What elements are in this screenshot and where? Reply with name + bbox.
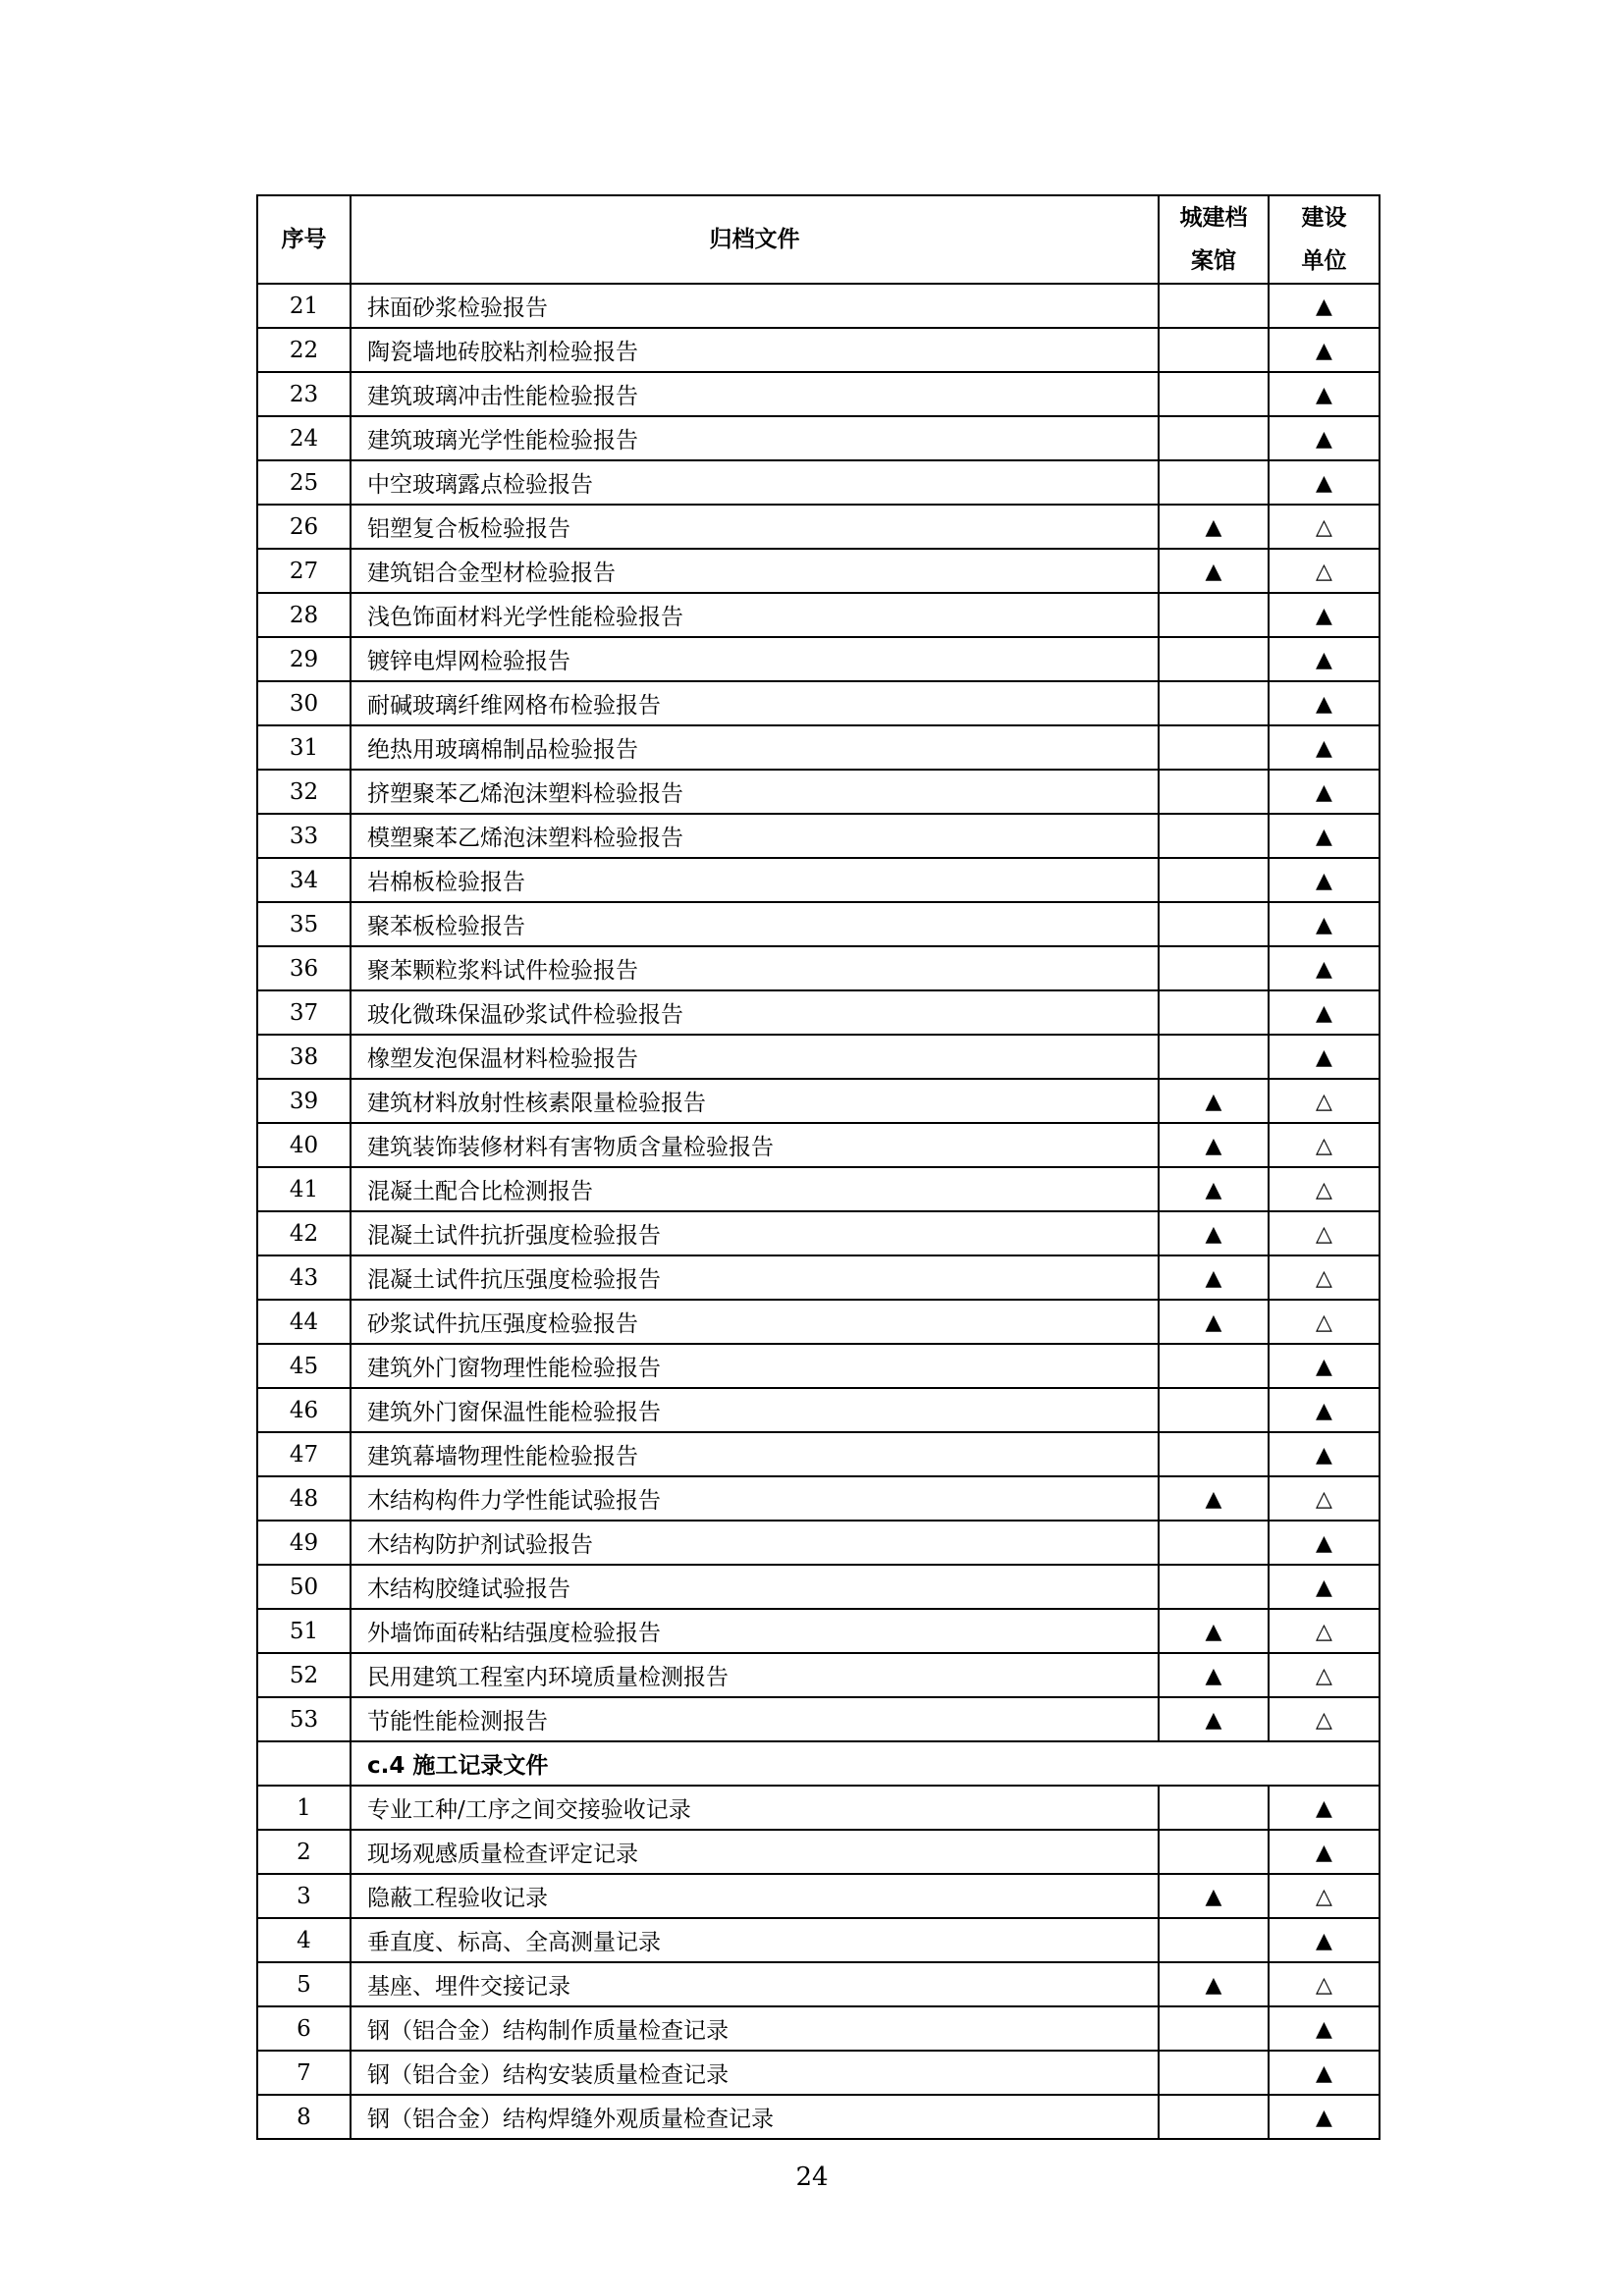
black-up-triangle-icon: ▲ [1316,1530,1332,1556]
table-row [257,505,1380,549]
black-up-triangle-icon: ▲ [1205,1089,1222,1114]
row-city-mark-cell [1159,2051,1269,2095]
table-row [257,770,1380,814]
row-document-name: 玻化微珠保温砂浆试件检验报告 [351,990,1159,1035]
row-unit-mark-cell [1269,725,1380,770]
row-unit-mark-cell [1269,1344,1380,1388]
black-up-triangle-icon: ▲ [1205,1177,1222,1202]
table-row [257,858,1380,902]
row-unit-mark-cell [1269,2095,1380,2139]
black-up-triangle-icon: ▲ [1316,647,1332,672]
row-unit-mark-cell [1269,770,1380,814]
row-seq: 21 [257,284,351,328]
row-city-mark-cell [1159,1211,1269,1255]
row-unit-mark-cell [1269,1609,1380,1653]
row-city-mark-cell [1159,637,1269,681]
row-city-mark-cell [1159,1786,1269,1830]
row-unit-mark-cell [1269,549,1380,593]
row-unit-mark-cell [1269,1653,1380,1697]
row-document-name: 外墙饰面砖粘结强度检验报告 [351,1609,1159,1653]
table-row [257,1918,1380,1962]
row-seq: 48 [257,1476,351,1521]
row-document-name: 挤塑聚苯乙烯泡沫塑料检验报告 [351,770,1159,814]
table-row [257,1609,1380,1653]
row-seq: 33 [257,814,351,858]
row-unit-mark-cell [1269,284,1380,328]
black-up-triangle-icon: ▲ [1316,2016,1332,2042]
black-up-triangle-icon: ▲ [1316,1575,1332,1600]
row-city-mark-cell [1159,1697,1269,1741]
row-unit-mark-cell [1269,1035,1380,1079]
row-seq: 38 [257,1035,351,1079]
row-city-mark-cell [1159,990,1269,1035]
white-up-triangle-icon: △ [1316,1265,1332,1291]
table-row [257,1697,1380,1741]
row-seq: 6 [257,2006,351,2051]
row-document-name: 浅色饰面材料光学性能检验报告 [351,593,1159,637]
row-city-mark-cell [1159,946,1269,990]
row-seq: 41 [257,1167,351,1211]
table-row [257,681,1380,725]
row-seq: 46 [257,1388,351,1432]
row-document-name: 木结构防护剂试验报告 [351,1521,1159,1565]
row-document-name: 建筑装饰装修材料有害物质含量检验报告 [351,1123,1159,1167]
white-up-triangle-icon: △ [1316,1221,1332,1247]
row-city-mark-cell [1159,1035,1269,1079]
row-city-mark-cell [1159,505,1269,549]
table-row [257,1167,1380,1211]
black-up-triangle-icon: ▲ [1316,1442,1332,1468]
row-city-mark-cell [1159,284,1269,328]
row-seq: 39 [257,1079,351,1123]
row-document-name: 混凝土试件抗折强度检验报告 [351,1211,1159,1255]
row-city-mark-cell [1159,1830,1269,1874]
black-up-triangle-icon: ▲ [1205,1486,1222,1512]
row-seq: 2 [257,1830,351,1874]
row-unit-mark-cell [1269,902,1380,946]
table-row [257,593,1380,637]
row-city-mark-cell [1159,328,1269,372]
black-up-triangle-icon: ▲ [1316,691,1332,717]
header-city-line2: 案馆 [1191,248,1236,274]
table-row [257,2051,1380,2095]
white-up-triangle-icon: △ [1316,1663,1332,1688]
row-seq: 36 [257,946,351,990]
row-city-mark-cell [1159,1344,1269,1388]
row-seq: 53 [257,1697,351,1741]
row-city-mark-cell [1159,770,1269,814]
white-up-triangle-icon: △ [1316,1133,1332,1158]
table-row [257,637,1380,681]
row-document-name: 铝塑复合板检验报告 [351,505,1159,549]
table-row [257,2095,1380,2139]
row-document-name: 镀锌电焊网检验报告 [351,637,1159,681]
row-document-name: 橡塑发泡保温材料检验报告 [351,1035,1159,1079]
row-unit-mark-cell [1269,1079,1380,1123]
table-row [257,1521,1380,1565]
row-document-name: 砂浆试件抗压强度检验报告 [351,1300,1159,1344]
row-city-mark-cell [1159,1388,1269,1432]
row-city-mark-cell [1159,1653,1269,1697]
table-row [257,1653,1380,1697]
row-document-name: 建筑外门窗物理性能检验报告 [351,1344,1159,1388]
table-row [257,1830,1380,1874]
row-city-mark-cell [1159,416,1269,460]
row-seq: 44 [257,1300,351,1344]
row-document-name: 钢（铝合金）结构安装质量检查记录 [351,2051,1159,2095]
row-city-mark-cell [1159,1565,1269,1609]
black-up-triangle-icon: ▲ [1205,1221,1222,1247]
row-city-mark-cell [1159,902,1269,946]
white-up-triangle-icon: △ [1316,1177,1332,1202]
table-row [257,372,1380,416]
table-row [257,1079,1380,1123]
table-row [257,990,1380,1035]
row-seq: 47 [257,1432,351,1476]
row-seq: 42 [257,1211,351,1255]
row-unit-mark-cell [1269,1962,1380,2006]
row-unit-mark-cell [1269,858,1380,902]
section-seq-empty [257,1741,351,1786]
row-document-name: 木结构胶缝试验报告 [351,1565,1159,1609]
white-up-triangle-icon: △ [1316,1707,1332,1733]
black-up-triangle-icon: ▲ [1205,1663,1222,1688]
row-seq: 29 [257,637,351,681]
row-unit-mark-cell [1269,372,1380,416]
black-up-triangle-icon: ▲ [1205,1972,1222,1998]
table-header-row [257,195,1380,284]
row-document-name: 聚苯板检验报告 [351,902,1159,946]
black-up-triangle-icon: ▲ [1205,1619,1222,1644]
row-document-name: 民用建筑工程室内环境质量检测报告 [351,1653,1159,1697]
black-up-triangle-icon: ▲ [1316,1000,1332,1026]
row-unit-mark-cell [1269,1167,1380,1211]
white-up-triangle-icon: △ [1316,1972,1332,1998]
table-row [257,284,1380,328]
white-up-triangle-icon: △ [1316,1619,1332,1644]
row-seq: 52 [257,1653,351,1697]
row-unit-mark-cell [1269,460,1380,505]
row-unit-mark-cell [1269,1697,1380,1741]
row-seq: 30 [257,681,351,725]
row-unit-mark-cell [1269,2051,1380,2095]
table-row [257,1344,1380,1388]
row-city-mark-cell [1159,725,1269,770]
white-up-triangle-icon: △ [1316,1884,1332,1909]
table-row [257,1300,1380,1344]
row-city-mark-cell [1159,1167,1269,1211]
row-unit-mark-cell [1269,505,1380,549]
row-seq: 24 [257,416,351,460]
row-seq: 23 [257,372,351,416]
row-seq: 32 [257,770,351,814]
row-city-mark-cell [1159,858,1269,902]
black-up-triangle-icon: ▲ [1316,868,1332,893]
black-up-triangle-icon: ▲ [1316,338,1332,363]
table-row [257,2006,1380,2051]
page-number: 24 [795,2163,829,2192]
black-up-triangle-icon: ▲ [1205,1707,1222,1733]
row-unit-mark-cell [1269,416,1380,460]
header-construction-unit [1269,195,1380,284]
row-seq: 26 [257,505,351,549]
black-up-triangle-icon: ▲ [1316,382,1332,407]
row-unit-mark-cell [1269,1211,1380,1255]
row-document-name: 建筑外门窗保温性能检验报告 [351,1388,1159,1432]
row-city-mark-cell [1159,1079,1269,1123]
row-seq: 4 [257,1918,351,1962]
row-unit-mark-cell [1269,1521,1380,1565]
table-row [257,549,1380,593]
black-up-triangle-icon: ▲ [1205,1265,1222,1291]
black-up-triangle-icon: ▲ [1316,2060,1332,2086]
row-document-name: 钢（铝合金）结构焊缝外观质量检查记录 [351,2095,1159,2139]
row-document-name: 模塑聚苯乙烯泡沫塑料检验报告 [351,814,1159,858]
row-seq: 43 [257,1255,351,1300]
row-document-name: 建筑铝合金型材检验报告 [351,549,1159,593]
black-up-triangle-icon: ▲ [1316,1398,1332,1423]
row-city-mark-cell [1159,1476,1269,1521]
row-seq: 45 [257,1344,351,1388]
row-city-mark-cell [1159,549,1269,593]
row-unit-mark-cell [1269,1476,1380,1521]
black-up-triangle-icon: ▲ [1316,470,1332,496]
table-row [257,902,1380,946]
white-up-triangle-icon: △ [1316,1309,1332,1335]
row-document-name: 聚苯颗粒浆料试件检验报告 [351,946,1159,990]
row-document-name: 建筑材料放射性核素限量检验报告 [351,1079,1159,1123]
row-seq: 28 [257,593,351,637]
black-up-triangle-icon: ▲ [1316,956,1332,982]
row-document-name: 混凝土配合比检测报告 [351,1167,1159,1211]
row-document-name: 混凝土试件抗压强度检验报告 [351,1255,1159,1300]
table-row [257,1476,1380,1521]
header-city-line1: 城建档 [1179,205,1248,231]
table-body [257,284,1380,2139]
row-city-mark-cell [1159,2006,1269,2051]
row-unit-mark-cell [1269,990,1380,1035]
row-unit-mark-cell [1269,593,1380,637]
row-city-mark-cell [1159,1300,1269,1344]
row-document-name: 陶瓷墙地砖胶粘剂检验报告 [351,328,1159,372]
row-seq: 1 [257,1786,351,1830]
row-document-name: 钢（铝合金）结构制作质量检查记录 [351,2006,1159,2051]
black-up-triangle-icon: ▲ [1316,603,1332,628]
row-document-name: 节能性能检测报告 [351,1697,1159,1741]
row-seq: 8 [257,2095,351,2139]
white-up-triangle-icon: △ [1316,1486,1332,1512]
table-row [257,725,1380,770]
row-unit-mark-cell [1269,328,1380,372]
black-up-triangle-icon: ▲ [1316,735,1332,761]
row-unit-mark-cell [1269,1786,1380,1830]
row-document-name: 垂直度、标高、全高测量记录 [351,1918,1159,1962]
table-row [257,416,1380,460]
header-seq: 序号 [257,195,351,284]
row-seq: 7 [257,2051,351,2095]
black-up-triangle-icon: ▲ [1316,912,1332,937]
header-unit-line1: 建设 [1301,205,1347,231]
row-city-mark-cell [1159,1432,1269,1476]
table-row [257,1565,1380,1609]
row-city-mark-cell [1159,1918,1269,1962]
row-document-name: 耐碱玻璃纤维网格布检验报告 [351,681,1159,725]
row-unit-mark-cell [1269,1432,1380,1476]
row-unit-mark-cell [1269,1388,1380,1432]
black-up-triangle-icon: ▲ [1316,1044,1332,1070]
row-seq: 27 [257,549,351,593]
row-document-name: 绝热用玻璃棉制品检验报告 [351,725,1159,770]
table-row [257,1035,1380,1079]
black-up-triangle-icon: ▲ [1316,294,1332,319]
row-seq: 51 [257,1609,351,1653]
row-seq: 3 [257,1874,351,1918]
row-city-mark-cell [1159,1255,1269,1300]
row-city-mark-cell [1159,1874,1269,1918]
row-city-mark-cell [1159,372,1269,416]
row-document-name: 建筑幕墙物理性能检验报告 [351,1432,1159,1476]
table-row [257,460,1380,505]
row-city-mark-cell [1159,1521,1269,1565]
black-up-triangle-icon: ▲ [1205,559,1222,584]
row-document-name: 木结构构件力学性能试验报告 [351,1476,1159,1521]
section-header-row [257,1741,1380,1786]
row-city-mark-cell [1159,814,1269,858]
row-seq: 34 [257,858,351,902]
row-unit-mark-cell [1269,1300,1380,1344]
row-seq: 40 [257,1123,351,1167]
row-document-name: 建筑玻璃冲击性能检验报告 [351,372,1159,416]
row-unit-mark-cell [1269,814,1380,858]
row-unit-mark-cell [1269,637,1380,681]
row-document-name: 隐蔽工程验收记录 [351,1874,1159,1918]
row-seq: 35 [257,902,351,946]
row-unit-mark-cell [1269,681,1380,725]
table-row [257,328,1380,372]
row-document-name: 基座、埋件交接记录 [351,1962,1159,2006]
row-unit-mark-cell [1269,946,1380,990]
row-seq: 5 [257,1962,351,2006]
black-up-triangle-icon: ▲ [1316,1795,1332,1821]
row-unit-mark-cell [1269,1565,1380,1609]
header-document: 归档文件 [351,195,1159,284]
black-up-triangle-icon: ▲ [1316,2105,1332,2130]
table-row [257,1388,1380,1432]
table-row [257,1211,1380,1255]
black-up-triangle-icon: ▲ [1316,426,1332,452]
row-document-name: 建筑玻璃光学性能检验报告 [351,416,1159,460]
table-row [257,1874,1380,1918]
row-city-mark-cell [1159,1609,1269,1653]
black-up-triangle-icon: ▲ [1316,779,1332,805]
black-up-triangle-icon: ▲ [1205,1309,1222,1335]
row-unit-mark-cell [1269,1830,1380,1874]
archive-document-table [256,194,1380,2140]
white-up-triangle-icon: △ [1316,559,1332,584]
black-up-triangle-icon: ▲ [1316,1354,1332,1379]
white-up-triangle-icon: △ [1316,514,1332,540]
table-row [257,1962,1380,2006]
row-document-name: 专业工种/工序之间交接验收记录 [351,1786,1159,1830]
row-city-mark-cell [1159,1962,1269,2006]
row-seq: 22 [257,328,351,372]
row-document-name: 抹面砂浆检验报告 [351,284,1159,328]
black-up-triangle-icon: ▲ [1316,1928,1332,1953]
row-document-name: 中空玻璃露点检验报告 [351,460,1159,505]
black-up-triangle-icon: ▲ [1316,824,1332,849]
row-seq: 25 [257,460,351,505]
row-document-name: 岩棉板检验报告 [351,858,1159,902]
row-seq: 37 [257,990,351,1035]
white-up-triangle-icon: △ [1316,1089,1332,1114]
row-unit-mark-cell [1269,1874,1380,1918]
row-city-mark-cell [1159,593,1269,637]
black-up-triangle-icon: ▲ [1205,1884,1222,1909]
row-unit-mark-cell [1269,1918,1380,1962]
table-row [257,1786,1380,1830]
row-seq: 31 [257,725,351,770]
table-row [257,1432,1380,1476]
row-city-mark-cell [1159,460,1269,505]
header-unit-line2: 单位 [1301,248,1347,274]
row-city-mark-cell [1159,681,1269,725]
black-up-triangle-icon: ▲ [1205,1133,1222,1158]
row-unit-mark-cell [1269,1255,1380,1300]
row-city-mark-cell [1159,2095,1269,2139]
row-unit-mark-cell [1269,2006,1380,2051]
header-city-archive [1159,195,1269,284]
row-city-mark-cell [1159,1123,1269,1167]
row-seq: 50 [257,1565,351,1609]
section-title: c.4 施工记录文件 [351,1741,1380,1786]
table-row [257,1123,1380,1167]
table-row [257,946,1380,990]
black-up-triangle-icon: ▲ [1316,1840,1332,1865]
row-seq: 49 [257,1521,351,1565]
row-unit-mark-cell [1269,1123,1380,1167]
table-row [257,814,1380,858]
row-document-name: 现场观感质量检查评定记录 [351,1830,1159,1874]
table-row [257,1255,1380,1300]
black-up-triangle-icon: ▲ [1205,514,1222,540]
